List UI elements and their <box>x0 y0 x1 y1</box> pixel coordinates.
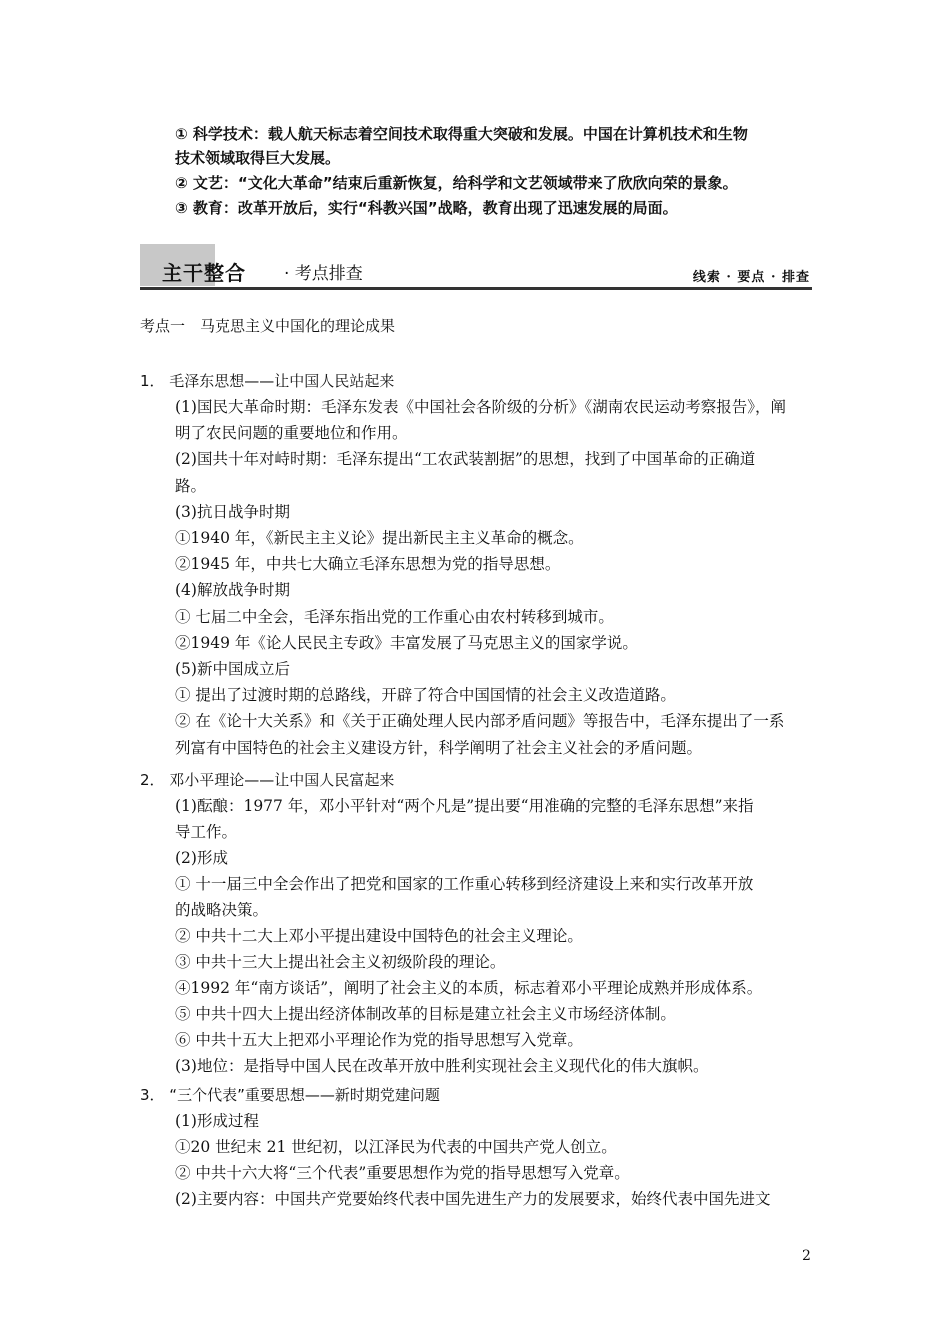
item1-line: 路。 <box>175 476 207 495</box>
item1-line: ② 在《论十大关系》和《关于正确处理人民内部矛盾问题》等报告中，毛泽东提出了一系 <box>175 712 785 731</box>
intro-line-3: ② 文艺：“文化大革命”结束后重新恢复，给科学和文艺领域带来了欣欣向荣的景象。 <box>175 174 738 192</box>
intro-line-4: ③ 教育：改革开放后，实行“科教兴国”战略，教育出现了迅速发展的局面。 <box>175 199 678 217</box>
item2-line: (1)酝酿：1977 年，邓小平针对“两个凡是”提出要“用准确的完整的毛泽东思想”来指 <box>175 797 754 815</box>
banner-right-label: 线索 · 要点 · 排查 <box>692 270 810 285</box>
item1-line: 明了农民问题的重要地位和作用。 <box>175 424 408 443</box>
item1-line: ①1940 年，《新民主主义论》提出新民主主义革命的概念。 <box>175 529 584 547</box>
item3-heading: 3． “三个代表”重要思想——新时期党建问题 <box>140 1086 440 1104</box>
item1-line: ① 七届二中全会，毛泽东指出党的工作重心由农村转移到城市。 <box>175 607 614 626</box>
item2-line: ③ 中共十三大上提出社会主义初级阶段的理论。 <box>175 953 506 971</box>
item2-line: ① 十一届三中全会作出了把党和国家的工作重心转移到经济建设上来和实行改革开放 <box>175 875 754 893</box>
section-title: 考点一 马克思主义中国化的理论成果 <box>140 317 396 335</box>
item2-line: ⑤ 中共十四大上提出经济体制改革的目标是建立社会主义市场经济体制。 <box>175 1005 676 1023</box>
item3-line: (1)形成过程 <box>175 1112 259 1130</box>
item3-line: ①20 世纪末 21 世纪初，以江泽民为代表的中国共产党人创立。 <box>175 1138 617 1156</box>
banner-subtitle: · 考点排查 <box>284 264 363 284</box>
item1-line: (4)解放战争时期 <box>175 581 290 600</box>
item1-line: (3)抗日战争时期 <box>175 502 290 521</box>
banner-rule <box>140 287 812 290</box>
item2-line: 导工作。 <box>175 823 238 841</box>
item2-line: 的战略决策。 <box>175 901 269 919</box>
item1-line: (5)新中国成立后 <box>175 660 290 678</box>
intro-line-2: 技术领域取得巨大发展。 <box>175 149 341 167</box>
page-number: 2 <box>802 1248 811 1264</box>
banner-title: 主干整合 <box>162 261 246 285</box>
item1-heading: 1． 毛泽东思想——让中国人民站起来 <box>140 372 395 390</box>
item2-line: (2)形成 <box>175 849 228 867</box>
item1-line: ②1945 年，中共七大确立毛泽东思想为党的指导思想。 <box>175 555 561 574</box>
item1-line: (2)国共十年对峙时期：毛泽东提出“工农武装割据”的思想，找到了中国革命的正确道 <box>175 450 756 469</box>
item2-heading: 2． 邓小平理论——让中国人民富起来 <box>140 771 395 789</box>
item2-line: ④1992 年“南方谈话”，阐明了社会主义的本质，标志着邓小平理论成熟并形成体系。 <box>175 979 763 997</box>
item2-line: (3)地位：是指导中国人民在改革开放中胜利实现社会主义现代化的伟大旗帜。 <box>175 1057 709 1075</box>
item2-line: ② 中共十二大上邓小平提出建设中国特色的社会主义理论。 <box>175 927 583 945</box>
intro-line-1: ① 科学技术：载人航天标志着空间技术取得重大突破和发展。中国在计算机技术和生物 <box>175 125 748 143</box>
item1-line: (1)国民大革命时期：毛泽东发表《中国社会各阶级的分析》《湖南农民运动考察报告》，阐 <box>175 398 786 416</box>
item3-line: (2)主要内容：中国共产党要始终代表中国先进生产力的发展要求，始终代表中国先进文 <box>175 1190 771 1208</box>
item1-line: ① 提出了过渡时期的总路线，开辟了符合中国国情的社会主义改造道路。 <box>175 686 676 705</box>
item1-line: ②1949 年《论人民民主专政》丰富发展了马克思主义的国家学说。 <box>175 633 638 652</box>
item3-line: ② 中共十六大将“三个代表”重要思想作为党的指导思想写入党章。 <box>175 1164 630 1182</box>
section-banner <box>140 244 812 292</box>
item2-line: ⑥ 中共十五大上把邓小平理论作为党的指导思想写入党章。 <box>175 1031 583 1049</box>
item1-line: 列富有中国特色的社会主义建设方针，科学阐明了社会主义社会的矛盾问题。 <box>175 738 703 757</box>
